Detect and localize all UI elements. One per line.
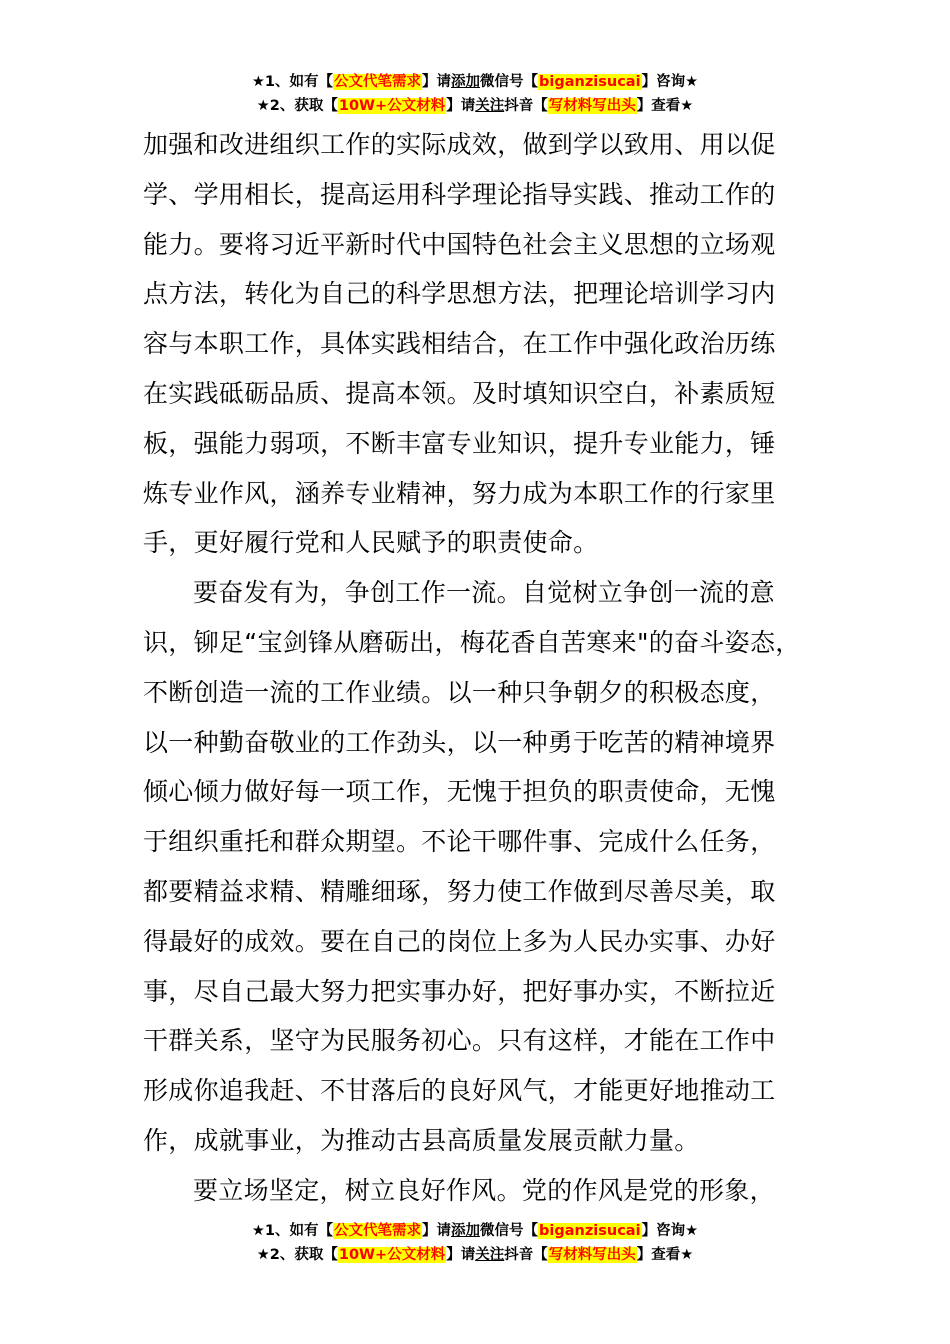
banner-text: 】查看★ [636,1247,694,1263]
banner-highlight: biganzisucai [539,74,641,90]
body-line: 板，强能力弱项，不断丰富专业知识，提升专业能力，锤 [143,428,776,458]
body-line: 容与本职工作，具体实践相结合，在工作中强化政治历练 [143,329,776,359]
banner-text: 】请 [422,74,452,90]
banner-highlight: 写材料写出头 [548,1247,636,1263]
banner-emphasis: 关注 [475,98,505,114]
body-line: 干群关系，坚守为民服务初心。只有这样，才能在工作中 [143,1026,776,1056]
body-line: 得最好的成效。要在自己的岗位上多为人民办实事、办好 [143,926,776,956]
body-line: 手，更好履行党和人民赋予的职责使命。 [143,528,599,558]
paragraph-start-line: 要奋发有为，争创工作一流。自觉树立争创一流的意 [193,578,775,608]
body-line: 于组织重托和群众期望。不论干哪件事、完成什么任务， [143,827,776,857]
banner-text: 】咨询★ [641,74,699,90]
banner-text: ★1、如有【 [251,1223,334,1239]
body-line: 点方法，转化为自己的科学思想方法，把理论培训学习内 [143,279,776,309]
banner-emphasis: 添加 [451,1223,481,1239]
body-line: 都要精益求精、精雕细琢，努力使工作做到尽善尽美，取 [143,876,776,906]
banner-text: 抖音【 [504,1247,548,1263]
body-line: 不断创造一流的工作业绩。以一种只争朝夕的积极态度， [143,677,776,707]
banner-text: 抖音【 [504,98,548,114]
banner-text: ★1、如有【 [251,74,334,90]
banner-text: 】请 [446,98,476,114]
banner-emphasis: 关注 [475,1247,505,1263]
body-line: 在实践砥砺品质、提高本领。及时填知识空白，补素质短 [143,378,776,408]
body-line: 识，铆足“宝剑锋从磨砺出，梅花香自苦寒来"的奋斗姿态， [143,627,801,657]
banner-highlight: 公文代笔需求 [334,74,422,90]
banner-line-2 [0,94,950,118]
body-line: 学、学用相长，提高运用科学理论指导实践、推动工作的 [143,179,776,209]
footer-banner [0,1219,950,1267]
banner-text: 微信号【 [480,1223,539,1239]
banner-emphasis: 添加 [451,74,481,90]
banner-text: 】请 [446,1247,476,1263]
banner-text: 】查看★ [636,98,694,114]
body-line: 能力。要将习近平新时代中国特色社会主义思想的立场观 [143,229,776,259]
banner-text: 】咨询★ [641,1223,699,1239]
banner-text: ★2、获取【 [256,98,338,114]
body-line: 作，成就事业，为推动古县高质量发展贡献力量。 [143,1125,700,1155]
body-line: 炼专业作风，涵养专业精神，努力成为本职工作的行家里 [143,478,776,508]
body-line: 以一种勤奋敬业的工作劲头，以一种勇于吃苦的精神境界 [143,727,776,757]
paragraph-start-line: 要立场坚定，树立良好作风。党的作风是党的形象， [193,1175,775,1205]
body-line: 形成你追我赶、不甘落后的良好风气，才能更好地推动工 [143,1076,776,1106]
body-line: 倾心倾力做好每一项工作，无愧于担负的职责使命，无愧 [143,777,776,807]
header-banner [0,70,950,118]
banner-line-1 [0,1219,950,1243]
body-line: 加强和改进组织工作的实际成效，做到学以致用、用以促 [143,130,776,159]
banner-text: ★2、获取【 [256,1247,338,1263]
banner-line-1 [0,70,950,94]
banner-text: 】请 [422,1223,452,1239]
banner-text: 微信号【 [480,74,539,90]
banner-highlight: 10W+公文材料 [338,1247,446,1263]
banner-highlight: biganzisucai [539,1223,641,1239]
banner-highlight: 公文代笔需求 [334,1223,422,1239]
document-body [143,120,833,1216]
banner-highlight: 10W+公文材料 [338,98,446,114]
banner-line-2 [0,1243,950,1267]
banner-highlight: 写材料写出头 [548,98,636,114]
body-line: 事，尽自己最大努力把实事办好，把好事办实，不断拉近 [143,976,776,1006]
